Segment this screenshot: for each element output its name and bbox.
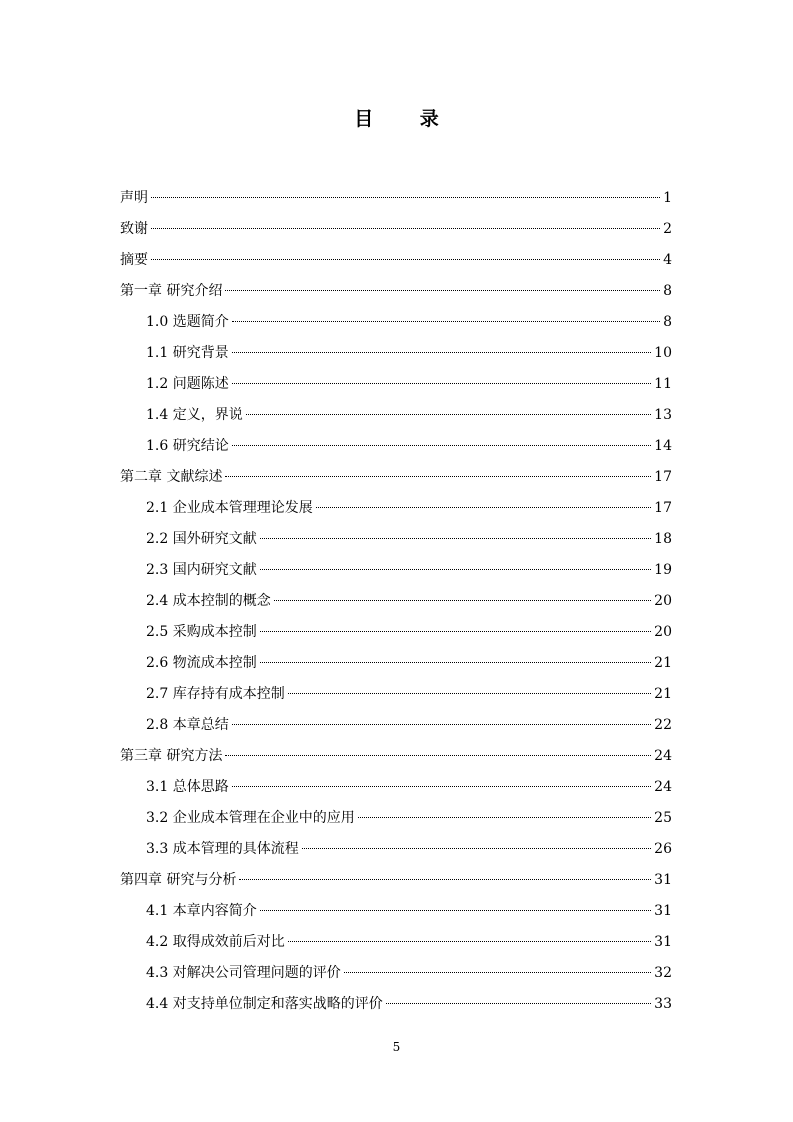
toc-entry-label: 2.4 成本控制的概念 bbox=[146, 593, 271, 609]
toc-dot-leader bbox=[386, 1003, 651, 1004]
toc-entry-label: 2.2 国外研究文献 bbox=[146, 531, 257, 547]
toc-dot-leader bbox=[232, 786, 651, 787]
toc-entry-label: 3.2 企业成本管理在企业中的应用 bbox=[146, 810, 355, 826]
toc-entry-page: 17 bbox=[654, 469, 672, 485]
toc-dot-leader bbox=[288, 693, 651, 694]
toc-entry-page: 24 bbox=[654, 748, 672, 764]
toc-entry[interactable] bbox=[120, 713, 672, 744]
toc-entry-page: 14 bbox=[654, 438, 672, 454]
toc-entry-label: 2.1 企业成本管理理论发展 bbox=[146, 500, 313, 516]
toc-entry[interactable] bbox=[120, 465, 672, 496]
toc-dot-leader bbox=[151, 228, 660, 229]
toc-dot-leader bbox=[239, 879, 651, 880]
toc-dot-leader bbox=[225, 290, 660, 291]
toc-dot-leader bbox=[232, 352, 651, 353]
toc-entry-label: 第一章 研究介绍 bbox=[120, 283, 223, 299]
toc-entry-page: 19 bbox=[654, 562, 672, 578]
toc-entry-page: 24 bbox=[654, 779, 672, 795]
toc-entry[interactable] bbox=[120, 744, 672, 775]
toc-entry[interactable] bbox=[120, 868, 672, 899]
toc-entry-label: 致谢 bbox=[120, 221, 148, 237]
toc-entry-label: 第二章 文献综述 bbox=[120, 469, 223, 485]
toc-entry-page: 22 bbox=[654, 717, 672, 733]
toc-entry-label: 4.3 对解决公司管理问题的评价 bbox=[146, 965, 341, 981]
toc-dot-leader bbox=[232, 383, 651, 384]
toc-entry-page: 1 bbox=[663, 190, 672, 206]
table-of-contents bbox=[120, 186, 672, 1023]
toc-entry-label: 1.2 问题陈述 bbox=[146, 376, 229, 392]
toc-entry-label: 4.4 对支持单位制定和落实战略的评价 bbox=[146, 996, 383, 1012]
toc-entry-label: 1.1 研究背景 bbox=[146, 345, 229, 361]
toc-entry[interactable] bbox=[120, 961, 672, 992]
toc-entry-label: 声明 bbox=[120, 190, 148, 206]
toc-dot-leader bbox=[344, 972, 651, 973]
toc-entry[interactable] bbox=[120, 992, 672, 1023]
toc-entry[interactable] bbox=[120, 589, 672, 620]
toc-entry[interactable] bbox=[120, 651, 672, 682]
toc-dot-leader bbox=[260, 538, 651, 539]
toc-entry[interactable] bbox=[120, 775, 672, 806]
toc-dot-leader bbox=[358, 817, 651, 818]
toc-entry-page: 4 bbox=[663, 252, 672, 268]
toc-entry-page: 31 bbox=[654, 872, 672, 888]
toc-entry[interactable] bbox=[120, 806, 672, 837]
toc-entry-page: 31 bbox=[654, 934, 672, 950]
toc-entry[interactable] bbox=[120, 496, 672, 527]
toc-entry-label: 1.0 选题简介 bbox=[146, 314, 229, 330]
toc-entry-page: 20 bbox=[654, 624, 672, 640]
toc-entry[interactable] bbox=[120, 620, 672, 651]
toc-dot-leader bbox=[260, 910, 651, 911]
toc-entry[interactable] bbox=[120, 217, 672, 248]
page-number: 5 bbox=[392, 1040, 401, 1054]
toc-entry-label: 2.8 本章总结 bbox=[146, 717, 229, 733]
toc-entry-page: 21 bbox=[654, 655, 672, 671]
toc-entry-page: 21 bbox=[654, 686, 672, 702]
toc-entry-page: 17 bbox=[654, 500, 672, 516]
toc-dot-leader bbox=[246, 414, 651, 415]
toc-dot-leader bbox=[232, 724, 651, 725]
toc-dot-leader bbox=[288, 941, 651, 942]
toc-dot-leader bbox=[225, 755, 651, 756]
toc-entry-page: 2 bbox=[663, 221, 672, 237]
toc-entry[interactable] bbox=[120, 899, 672, 930]
toc-dot-leader bbox=[151, 197, 660, 198]
toc-entry-label: 第四章 研究与分析 bbox=[120, 872, 237, 888]
toc-entry-label: 2.5 采购成本控制 bbox=[146, 624, 257, 640]
toc-entry-label: 1.4 定义，界说 bbox=[146, 407, 243, 423]
toc-entry[interactable] bbox=[120, 558, 672, 589]
toc-dot-leader bbox=[274, 600, 651, 601]
toc-entry-page: 13 bbox=[654, 407, 672, 423]
toc-entry[interactable] bbox=[120, 930, 672, 961]
toc-entry-label: 2.7 库存持有成本控制 bbox=[146, 686, 285, 702]
toc-entry-page: 25 bbox=[654, 810, 672, 826]
toc-entry-label: 4.1 本章内容简介 bbox=[146, 903, 257, 919]
toc-dot-leader bbox=[232, 321, 660, 322]
toc-entry[interactable] bbox=[120, 186, 672, 217]
toc-entry-page: 11 bbox=[654, 376, 672, 392]
toc-entry-page: 10 bbox=[654, 345, 672, 361]
toc-entry-page: 33 bbox=[654, 996, 672, 1012]
toc-dot-leader bbox=[225, 476, 651, 477]
page-title: 目 录 bbox=[354, 108, 459, 130]
toc-entry-label: 2.3 国内研究文献 bbox=[146, 562, 257, 578]
toc-entry-page: 26 bbox=[654, 841, 672, 857]
toc-entry-page: 8 bbox=[663, 283, 672, 299]
toc-entry[interactable] bbox=[120, 279, 672, 310]
toc-dot-leader bbox=[316, 507, 651, 508]
toc-entry[interactable] bbox=[120, 527, 672, 558]
toc-dot-leader bbox=[151, 259, 660, 260]
toc-entry-label: 摘要 bbox=[120, 252, 148, 268]
toc-dot-leader bbox=[260, 569, 651, 570]
toc-entry-label: 4.2 取得成效前后对比 bbox=[146, 934, 285, 950]
toc-entry[interactable] bbox=[120, 248, 672, 279]
toc-entry[interactable] bbox=[120, 341, 672, 372]
toc-dot-leader bbox=[260, 662, 651, 663]
toc-dot-leader bbox=[260, 631, 651, 632]
toc-entry-page: 18 bbox=[654, 531, 672, 547]
toc-entry-page: 20 bbox=[654, 593, 672, 609]
toc-entry[interactable] bbox=[120, 837, 672, 868]
toc-entry-label: 3.1 总体思路 bbox=[146, 779, 229, 795]
toc-dot-leader bbox=[302, 848, 651, 849]
toc-dot-leader bbox=[232, 445, 651, 446]
toc-entry-page: 32 bbox=[654, 965, 672, 981]
toc-entry-page: 8 bbox=[663, 314, 672, 330]
toc-entry[interactable] bbox=[120, 403, 672, 434]
toc-entry-page: 31 bbox=[654, 903, 672, 919]
toc-entry-label: 第三章 研究方法 bbox=[120, 748, 223, 764]
toc-entry[interactable] bbox=[120, 434, 672, 465]
toc-entry[interactable] bbox=[120, 310, 672, 341]
toc-entry[interactable] bbox=[120, 372, 672, 403]
toc-entry-label: 1.6 研究结论 bbox=[146, 438, 229, 454]
toc-entry[interactable] bbox=[120, 682, 672, 713]
toc-entry-label: 2.6 物流成本控制 bbox=[146, 655, 257, 671]
toc-entry-label: 3.3 成本管理的具体流程 bbox=[146, 841, 299, 857]
